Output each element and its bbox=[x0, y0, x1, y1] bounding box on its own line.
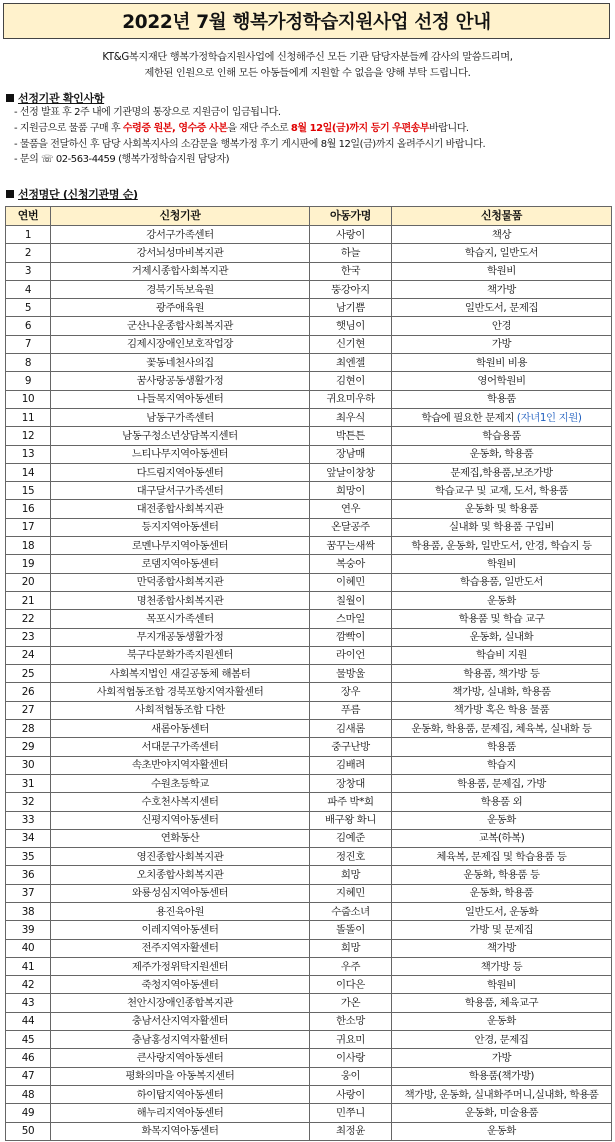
row-number: 49 bbox=[6, 1104, 51, 1122]
row-number: 47 bbox=[6, 1067, 51, 1085]
section-heading-confirm bbox=[6, 90, 104, 106]
table-row bbox=[6, 445, 612, 463]
row-number: 30 bbox=[6, 756, 51, 774]
row-child-alias: 박튼튼 bbox=[310, 427, 392, 445]
table-row bbox=[6, 537, 612, 555]
row-institution: 오치종합사회복지관 bbox=[51, 866, 310, 884]
note-highlight: 8월 12일(금)까지 등기 우편송부 bbox=[290, 122, 430, 134]
row-number: 15 bbox=[6, 482, 51, 500]
row-institution: 로멘나무지역아동센터 bbox=[51, 537, 310, 555]
row-number: 40 bbox=[6, 939, 51, 957]
row-institution: 큰사랑지역아동센터 bbox=[51, 1049, 310, 1067]
table-row bbox=[6, 902, 612, 920]
row-number: 36 bbox=[6, 866, 51, 884]
row-items: 운동화, 학용품 bbox=[392, 884, 612, 902]
row-number: 37 bbox=[6, 884, 51, 902]
row-institution: 느티나무지역아동센터 bbox=[51, 445, 310, 463]
table-row bbox=[6, 994, 612, 1012]
row-institution: 북구다문화가족지원센터 bbox=[51, 646, 310, 664]
row-institution: 죽청지역아동센터 bbox=[51, 976, 310, 994]
square-bullet-icon bbox=[6, 94, 14, 102]
row-child-alias: 햇님이 bbox=[310, 317, 392, 335]
row-institution: 나들목지역아동센터 bbox=[51, 390, 310, 408]
row-items: 책가방 혹은 학용 물품 bbox=[392, 701, 612, 719]
row-items: 책가방, 실내화, 학용품 bbox=[392, 683, 612, 701]
row-child-alias: 최엔젤 bbox=[310, 354, 392, 372]
table-row bbox=[6, 408, 612, 426]
row-number: 20 bbox=[6, 573, 51, 591]
table-row bbox=[6, 848, 612, 866]
row-child-alias: 파주 박*희 bbox=[310, 793, 392, 811]
table-row bbox=[6, 976, 612, 994]
row-child-alias: 연우 bbox=[310, 500, 392, 518]
row-items: 운동화, 학용품 등 bbox=[392, 866, 612, 884]
table-row bbox=[6, 701, 612, 719]
row-child-alias: 칠월이 bbox=[310, 591, 392, 609]
row-institution: 명천종합사회복지관 bbox=[51, 591, 310, 609]
row-child-alias: 희망이 bbox=[310, 482, 392, 500]
row-child-alias: 민쭈니 bbox=[310, 1104, 392, 1122]
square-bullet-icon bbox=[6, 190, 14, 198]
row-items: 학원비 비용 bbox=[392, 354, 612, 372]
row-institution: 와룡성심지역아동센터 bbox=[51, 884, 310, 902]
row-items: 학용품 외 bbox=[392, 793, 612, 811]
row-items: 운동화, 실내화 bbox=[392, 628, 612, 646]
row-items: 학습지 bbox=[392, 756, 612, 774]
row-number: 10 bbox=[6, 390, 51, 408]
table-header-row bbox=[6, 207, 612, 226]
row-institution: 무지개공동생활가정 bbox=[51, 628, 310, 646]
row-number: 18 bbox=[6, 537, 51, 555]
row-institution: 서대문구가족센터 bbox=[51, 738, 310, 756]
row-institution: 충남홍성지역자활센터 bbox=[51, 1031, 310, 1049]
row-number: 2 bbox=[6, 244, 51, 262]
row-institution: 만덕종합사회복지관 bbox=[51, 573, 310, 591]
row-child-alias: 가온 bbox=[310, 994, 392, 1012]
table-row bbox=[6, 646, 612, 664]
note-text: 바랍니다. bbox=[429, 122, 469, 134]
row-child-alias: 앞날이창창 bbox=[310, 463, 392, 481]
table-row bbox=[6, 262, 612, 280]
row-number: 9 bbox=[6, 372, 51, 390]
row-number: 42 bbox=[6, 976, 51, 994]
row-items: 학습교구 및 교재, 도서, 학용품 bbox=[392, 482, 612, 500]
row-items: 운동화, 학용품, 문제집, 체육복, 실내화 등 bbox=[392, 720, 612, 738]
row-institution: 해누리지역아동센터 bbox=[51, 1104, 310, 1122]
selection-table bbox=[5, 206, 612, 1141]
table-row bbox=[6, 555, 612, 573]
table-row bbox=[6, 591, 612, 609]
row-child-alias: 한국 bbox=[310, 262, 392, 280]
note-text: 을 재단 주소로 bbox=[227, 122, 291, 134]
row-number: 50 bbox=[6, 1122, 51, 1140]
row-institution: 거제시종합사회복지관 bbox=[51, 262, 310, 280]
row-number: 21 bbox=[6, 591, 51, 609]
table-row bbox=[6, 372, 612, 390]
row-institution: 하이탑지역아동센터 bbox=[51, 1085, 310, 1103]
row-items-note: (자녀1인 지원) bbox=[516, 411, 582, 424]
row-institution: 남동구가족센터 bbox=[51, 408, 310, 426]
row-child-alias: 꿈꾸는새싹 bbox=[310, 537, 392, 555]
intro-line: KT&G복지재단 행복가정학습지원사업에 신청해주신 모든 기관 담당자분들께 감사의 말씀드리며, bbox=[102, 52, 513, 63]
table-row bbox=[6, 280, 612, 298]
row-number: 35 bbox=[6, 848, 51, 866]
row-institution: 수호천사복지센터 bbox=[51, 793, 310, 811]
row-items: 학용품 및 학습 교구 bbox=[392, 610, 612, 628]
row-child-alias: 희망 bbox=[310, 866, 392, 884]
row-number: 22 bbox=[6, 610, 51, 628]
row-items: 책가방 bbox=[392, 280, 612, 298]
row-items: 운동화, 학용품 bbox=[392, 445, 612, 463]
row-child-alias: 귀요미 bbox=[310, 1031, 392, 1049]
row-institution: 꽃동네천사의집 bbox=[51, 354, 310, 372]
row-number: 43 bbox=[6, 994, 51, 1012]
row-child-alias: 온달공주 bbox=[310, 518, 392, 536]
row-items: 운동화 bbox=[392, 1122, 612, 1140]
row-items: 학습용품, 일반도서 bbox=[392, 573, 612, 591]
row-child-alias: 지혜민 bbox=[310, 884, 392, 902]
row-institution: 평화의마을 아동복지센터 bbox=[51, 1067, 310, 1085]
row-number: 17 bbox=[6, 518, 51, 536]
row-child-alias: 웅이 bbox=[310, 1067, 392, 1085]
note-highlight: 수령증 원본, 영수증 사본 bbox=[122, 122, 228, 134]
table-row bbox=[6, 1122, 612, 1140]
table-row bbox=[6, 720, 612, 738]
row-items: 책가방 등 bbox=[392, 957, 612, 975]
row-institution: 용진육아원 bbox=[51, 902, 310, 920]
row-number: 24 bbox=[6, 646, 51, 664]
page-title: 2022년 7월 행복가정학습지원사업 선정 안내 bbox=[3, 3, 610, 39]
table-row bbox=[6, 500, 612, 518]
row-number: 11 bbox=[6, 408, 51, 426]
row-child-alias: 사랑이 bbox=[310, 1085, 392, 1103]
table-row bbox=[6, 226, 612, 244]
row-institution: 광주애육원 bbox=[51, 299, 310, 317]
row-institution: 천안시장애인종합복지관 bbox=[51, 994, 310, 1012]
row-child-alias: 라이언 bbox=[310, 646, 392, 664]
row-institution: 꿈사랑공동생활가정 bbox=[51, 372, 310, 390]
row-items: 학습에 필요한 문제지 (자녀1인 지원) bbox=[392, 408, 612, 426]
row-institution: 로뎀지역아동센터 bbox=[51, 555, 310, 573]
row-child-alias: 남기쁨 bbox=[310, 299, 392, 317]
table-row bbox=[6, 1085, 612, 1103]
table-row bbox=[6, 1012, 612, 1030]
row-items: 영어학원비 bbox=[392, 372, 612, 390]
row-child-alias: 똘똘이 bbox=[310, 921, 392, 939]
row-child-alias: 이사랑 bbox=[310, 1049, 392, 1067]
row-number: 31 bbox=[6, 774, 51, 792]
row-institution: 수원초등학교 bbox=[51, 774, 310, 792]
section-heading-list bbox=[6, 186, 138, 202]
table-row bbox=[6, 354, 612, 372]
row-number: 19 bbox=[6, 555, 51, 573]
row-number: 41 bbox=[6, 957, 51, 975]
table-row bbox=[6, 774, 612, 792]
table-row bbox=[6, 793, 612, 811]
row-items: 학습지, 일반도서 bbox=[392, 244, 612, 262]
row-institution: 경북기독보육원 bbox=[51, 280, 310, 298]
note-text: - 지원금으로 물품 구매 후 bbox=[14, 122, 123, 134]
table-row bbox=[6, 957, 612, 975]
row-items: 운동화 bbox=[392, 591, 612, 609]
row-institution: 속초반야지역자활센터 bbox=[51, 756, 310, 774]
row-number: 6 bbox=[6, 317, 51, 335]
column-header: 신청물품 bbox=[392, 207, 612, 226]
row-child-alias: 하늘 bbox=[310, 244, 392, 262]
table-row bbox=[6, 756, 612, 774]
row-number: 13 bbox=[6, 445, 51, 463]
row-child-alias: 사랑이 bbox=[310, 226, 392, 244]
row-number: 8 bbox=[6, 354, 51, 372]
table-row bbox=[6, 1067, 612, 1085]
row-number: 29 bbox=[6, 738, 51, 756]
row-institution: 사회복지법인 새길공동체 해봄터 bbox=[51, 665, 310, 683]
row-number: 1 bbox=[6, 226, 51, 244]
row-items: 학습용품 bbox=[392, 427, 612, 445]
row-child-alias: 김예준 bbox=[310, 829, 392, 847]
section-title: 선정명단 (신청기관명 순) bbox=[18, 188, 138, 201]
row-institution: 등지지역아동센터 bbox=[51, 518, 310, 536]
row-items: 학원비 bbox=[392, 262, 612, 280]
row-institution: 화목지역아동센터 bbox=[51, 1122, 310, 1140]
table-row bbox=[6, 427, 612, 445]
row-institution: 군산나운종합사회복지관 bbox=[51, 317, 310, 335]
row-institution: 이레지역아동센터 bbox=[51, 921, 310, 939]
row-number: 38 bbox=[6, 902, 51, 920]
row-items: 안경 bbox=[392, 317, 612, 335]
row-child-alias: 이다은 bbox=[310, 976, 392, 994]
row-number: 7 bbox=[6, 335, 51, 353]
row-items: 책가방 bbox=[392, 939, 612, 957]
table-row bbox=[6, 482, 612, 500]
notes-list bbox=[14, 105, 614, 168]
row-number: 25 bbox=[6, 665, 51, 683]
table-row bbox=[6, 1104, 612, 1122]
row-child-alias: 김현이 bbox=[310, 372, 392, 390]
row-items: 운동화 및 학용품 bbox=[392, 500, 612, 518]
row-institution: 새롬아동센터 bbox=[51, 720, 310, 738]
table-row bbox=[6, 665, 612, 683]
row-number: 26 bbox=[6, 683, 51, 701]
table-body bbox=[6, 226, 612, 1141]
row-number: 39 bbox=[6, 921, 51, 939]
table-row bbox=[6, 335, 612, 353]
row-items: 학원비 bbox=[392, 555, 612, 573]
row-child-alias: 이혜민 bbox=[310, 573, 392, 591]
row-child-alias: 최우식 bbox=[310, 408, 392, 426]
row-number: 3 bbox=[6, 262, 51, 280]
row-items: 학원비 bbox=[392, 976, 612, 994]
table-row bbox=[6, 463, 612, 481]
row-items: 교복(하복) bbox=[392, 829, 612, 847]
row-institution: 연화동산 bbox=[51, 829, 310, 847]
row-number: 14 bbox=[6, 463, 51, 481]
row-child-alias: 복숭아 bbox=[310, 555, 392, 573]
row-number: 33 bbox=[6, 811, 51, 829]
table-row bbox=[6, 610, 612, 628]
row-institution: 강서뇌성마비복지관 bbox=[51, 244, 310, 262]
row-number: 45 bbox=[6, 1031, 51, 1049]
table-row bbox=[6, 683, 612, 701]
table-row bbox=[6, 1031, 612, 1049]
row-institution: 대구달서구가족센터 bbox=[51, 482, 310, 500]
column-header: 신청기관 bbox=[51, 207, 310, 226]
row-child-alias: 한소망 bbox=[310, 1012, 392, 1030]
table-row bbox=[6, 738, 612, 756]
row-items: 체육복, 문제집 및 학습용품 등 bbox=[392, 848, 612, 866]
row-child-alias: 깜빡이 bbox=[310, 628, 392, 646]
row-child-alias: 뚱강아지 bbox=[310, 280, 392, 298]
table-row bbox=[6, 811, 612, 829]
row-institution: 다드림지역아동센터 bbox=[51, 463, 310, 481]
row-institution: 강서구가족센터 bbox=[51, 226, 310, 244]
row-items: 책가방, 운동화, 실내화주머니,실내화, 학용품 bbox=[392, 1085, 612, 1103]
row-items: 가방 bbox=[392, 1049, 612, 1067]
row-items: 가방 및 문제집 bbox=[392, 921, 612, 939]
row-institution: 사회적협동조합 경북포항지역자활센터 bbox=[51, 683, 310, 701]
row-institution: 목포시가족센터 bbox=[51, 610, 310, 628]
table-row bbox=[6, 1049, 612, 1067]
row-child-alias: 김새롬 bbox=[310, 720, 392, 738]
row-items: 학용품 bbox=[392, 738, 612, 756]
row-child-alias: 물방울 bbox=[310, 665, 392, 683]
row-items: 안경, 문제집 bbox=[392, 1031, 612, 1049]
row-institution: 충남서산지역자활센터 bbox=[51, 1012, 310, 1030]
row-number: 5 bbox=[6, 299, 51, 317]
intro-text bbox=[0, 50, 615, 81]
column-header: 연번 bbox=[6, 207, 51, 226]
row-items: 학용품(책가방) bbox=[392, 1067, 612, 1085]
row-institution: 남동구청소년상담복지센터 bbox=[51, 427, 310, 445]
row-number: 12 bbox=[6, 427, 51, 445]
row-child-alias: 장남매 bbox=[310, 445, 392, 463]
row-items: 운동화, 미술용품 bbox=[392, 1104, 612, 1122]
column-header: 아동가명 bbox=[310, 207, 392, 226]
row-child-alias: 최정윤 bbox=[310, 1122, 392, 1140]
note-item: - 물품을 전달하신 후 담당 사회복지사의 소감문을 행복가정 후기 게시판에 8월 12일(금)까지 올려주시기 바랍니다. bbox=[14, 138, 486, 150]
row-institution: 신평지역아동센터 bbox=[51, 811, 310, 829]
table-row bbox=[6, 628, 612, 646]
note-item bbox=[14, 121, 614, 137]
row-number: 44 bbox=[6, 1012, 51, 1030]
section-title: 선정기관 확인사항 bbox=[18, 92, 105, 105]
row-items: 학용품, 운동화, 일반도서, 안경, 학습지 등 bbox=[392, 537, 612, 555]
row-child-alias: 신기현 bbox=[310, 335, 392, 353]
row-items: 실내화 및 학용품 구입비 bbox=[392, 518, 612, 536]
row-institution: 영진종합사회복지관 bbox=[51, 848, 310, 866]
row-number: 48 bbox=[6, 1085, 51, 1103]
row-child-alias: 희망 bbox=[310, 939, 392, 957]
row-child-alias: 장우 bbox=[310, 683, 392, 701]
row-child-alias: 배구왕 화니 bbox=[310, 811, 392, 829]
row-institution: 김제시장애인보호작업장 bbox=[51, 335, 310, 353]
table-row bbox=[6, 884, 612, 902]
row-items: 학용품 bbox=[392, 390, 612, 408]
table-row bbox=[6, 866, 612, 884]
row-items: 학용품, 체육교구 bbox=[392, 994, 612, 1012]
table-row bbox=[6, 829, 612, 847]
row-child-alias: 스마일 bbox=[310, 610, 392, 628]
row-items: 일반도서, 운동화 bbox=[392, 902, 612, 920]
table-row bbox=[6, 921, 612, 939]
row-institution: 제주가정위탁지원센터 bbox=[51, 957, 310, 975]
row-number: 34 bbox=[6, 829, 51, 847]
row-child-alias: 푸름 bbox=[310, 701, 392, 719]
row-number: 23 bbox=[6, 628, 51, 646]
intro-line: 제한된 인원으로 인해 모든 아동들에게 지원할 수 없음을 양해 부탁 드립니다. bbox=[144, 67, 471, 79]
row-number: 46 bbox=[6, 1049, 51, 1067]
note-item: - 선정 발표 후 2주 내에 기관명의 통장으로 지원금이 입금됩니다. bbox=[14, 107, 281, 118]
row-items: 학용품, 책가방 등 bbox=[392, 665, 612, 683]
row-items: 학용품, 문제집, 가방 bbox=[392, 774, 612, 792]
row-institution: 사회적협동조합 다한 bbox=[51, 701, 310, 719]
row-child-alias: 김배려 bbox=[310, 756, 392, 774]
table-row bbox=[6, 390, 612, 408]
row-child-alias: 귀요미우하 bbox=[310, 390, 392, 408]
table-row bbox=[6, 299, 612, 317]
row-items: 운동화 bbox=[392, 811, 612, 829]
row-number: 32 bbox=[6, 793, 51, 811]
row-items: 일반도서, 문제집 bbox=[392, 299, 612, 317]
row-child-alias: 수줍소녀 bbox=[310, 902, 392, 920]
row-number: 4 bbox=[6, 280, 51, 298]
note-item: - 문의 ☏ 02-563-4459 (행복가정학습지원 담당자) bbox=[14, 154, 230, 166]
table-row bbox=[6, 518, 612, 536]
row-child-alias: 장창대 bbox=[310, 774, 392, 792]
row-institution: 대전종합사회복지관 bbox=[51, 500, 310, 518]
row-items: 가방 bbox=[392, 335, 612, 353]
table-row bbox=[6, 244, 612, 262]
row-items: 책상 bbox=[392, 226, 612, 244]
row-number: 27 bbox=[6, 701, 51, 719]
row-items: 문제집,학용품,보조가방 bbox=[392, 463, 612, 481]
row-child-alias: 우주 bbox=[310, 957, 392, 975]
row-items: 학습비 지원 bbox=[392, 646, 612, 664]
row-number: 16 bbox=[6, 500, 51, 518]
table-row bbox=[6, 939, 612, 957]
row-child-alias: 중구난방 bbox=[310, 738, 392, 756]
table-row bbox=[6, 317, 612, 335]
row-number: 28 bbox=[6, 720, 51, 738]
row-items: 운동화 bbox=[392, 1012, 612, 1030]
row-institution: 전주지역자활센터 bbox=[51, 939, 310, 957]
row-child-alias: 정진호 bbox=[310, 848, 392, 866]
table-row bbox=[6, 573, 612, 591]
